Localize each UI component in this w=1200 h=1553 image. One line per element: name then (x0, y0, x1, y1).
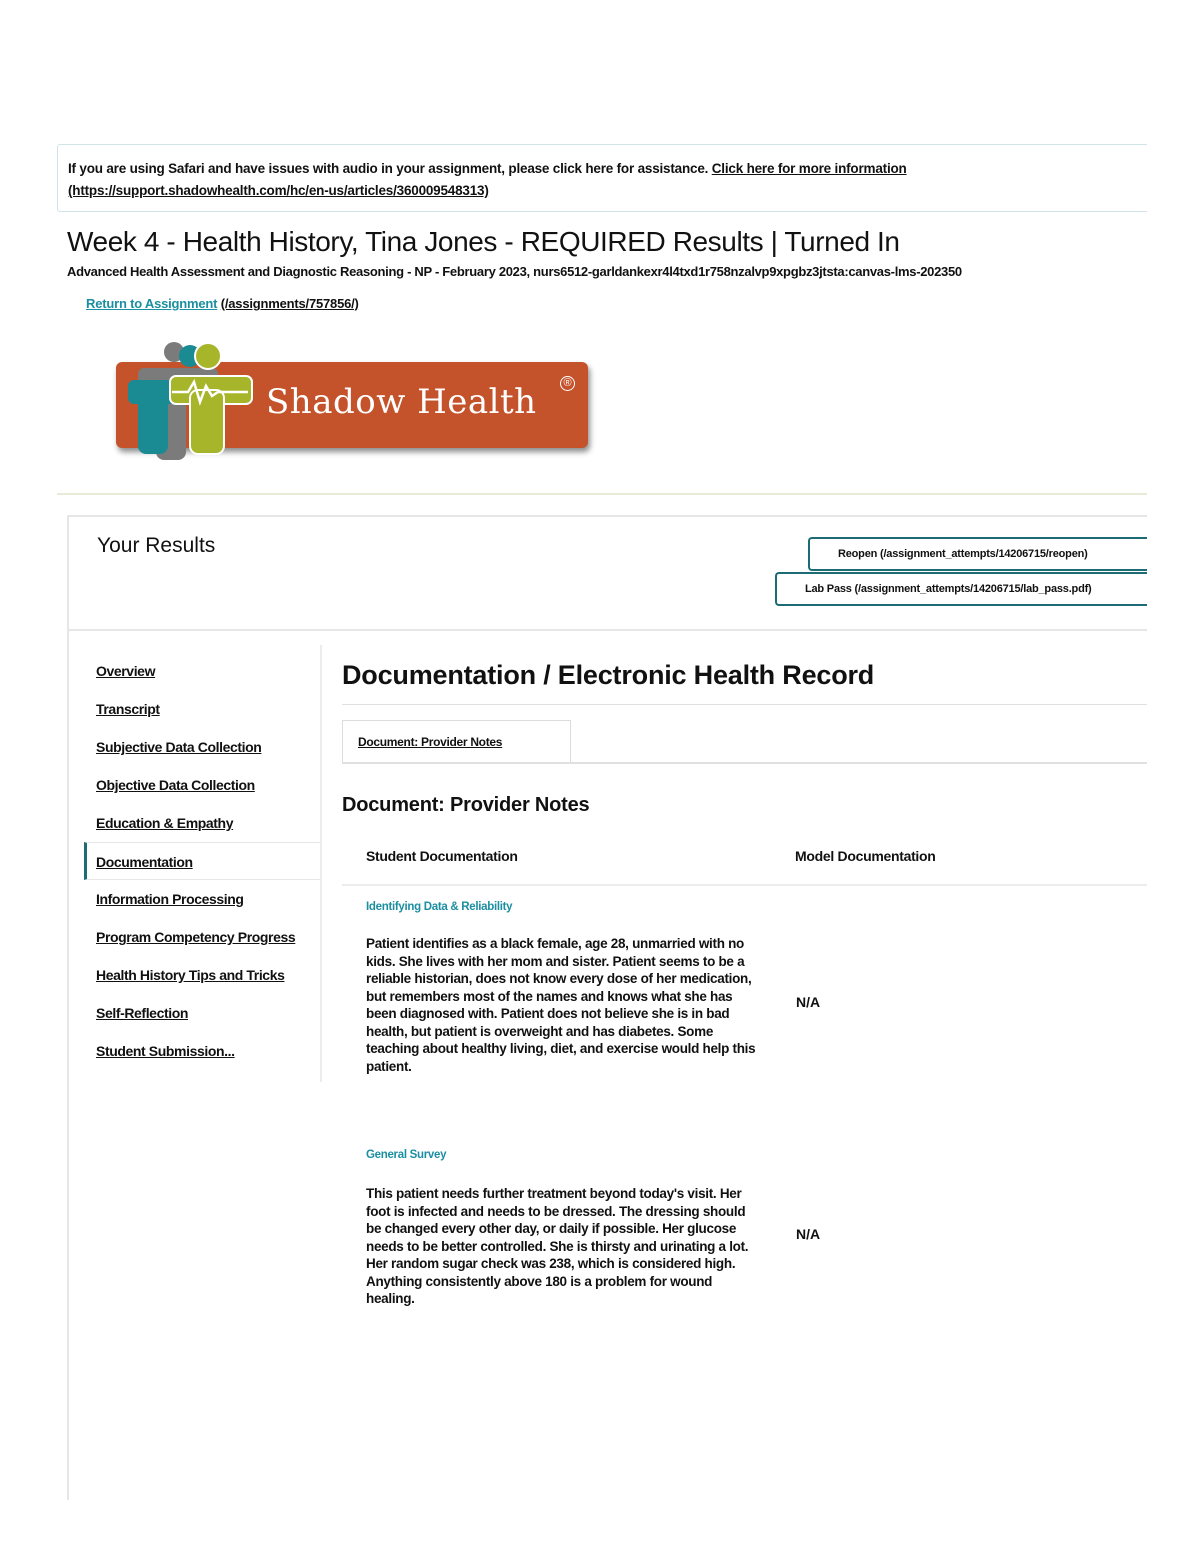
your-results-title: Your Results (97, 534, 216, 557)
reopen-button[interactable]: Reopen (/assignment_attempts/14206715/reopen) (808, 537, 1147, 571)
provider-notes-heading: Document: Provider Notes (342, 794, 590, 816)
nav-item-objective-data-collection[interactable]: Objective Data Collection (96, 777, 255, 793)
return-to-assignment-link[interactable]: Return to Assignment (/assignments/757856/) (86, 296, 359, 311)
logo-text: Shadow Health (266, 382, 537, 422)
nav-item-documentation[interactable]: Documentation (84, 842, 322, 880)
model-documentation-header: Model Documentation (795, 848, 936, 864)
sidenav-divider (320, 645, 322, 1082)
nav-item-information-processing[interactable]: Information Processing (96, 891, 244, 907)
entry-text-general-survey: This patient needs further treatment beyond today's visit. Her foot is infected and needs to be dressed. The dressing should be changed every other day, or daily if possible. Her glucose needs to be better controlled. She is thirsty and urinating a lot. Her random sugar check was 238, which is considered high. Anything consistently above 180 is a problem for wound healing. (366, 1186, 749, 1306)
results-header-divider (69, 629, 1147, 631)
logo-figure-icon (108, 340, 258, 468)
more-info-link[interactable]: Click here for more information (https://support.shadowhealth.com/hc/en-us/articles/360009548313) (68, 161, 907, 198)
results-sidenav (84, 652, 322, 1070)
tab-provider-notes[interactable]: Document: Provider Notes (342, 720, 571, 763)
nav-item-subjective-data-collection[interactable]: Subjective Data Collection (96, 739, 262, 755)
entry-model-identifying-data: N/A (796, 994, 821, 1010)
page-title: Week 4 - Health History, Tina Jones - REQUIRED Results | Turned In (67, 226, 900, 257)
lab-pass-button[interactable]: Lab Pass (/assignment_attempts/14206715/lab_pass.pdf) (775, 572, 1147, 606)
course-subtitle: Advanced Health Assessment and Diagnostic Reasoning - NP - February 2023, nurs6512-garldankexr4l4txd1r758nzalvp9xpgbz3jtsta:canvas-lms-202350 (67, 264, 962, 279)
entry-model-general-survey: N/A (796, 1226, 821, 1242)
logo-registered-mark: ® (560, 376, 575, 391)
nav-item-health-history-tips[interactable]: Health History Tips and Tricks (96, 967, 285, 983)
nav-item-education-empathy[interactable]: Education & Empathy (96, 815, 234, 831)
nav-item-self-reflection[interactable]: Self-Reflection (96, 1005, 189, 1021)
tab-bar-divider (342, 762, 1147, 764)
doc-title-divider (342, 704, 1147, 705)
nav-item-student-submission[interactable]: Student Submission... (96, 1043, 235, 1059)
nav-item-overview[interactable]: Overview (96, 663, 156, 679)
shadow-health-logo (108, 340, 588, 468)
section-divider (57, 493, 1147, 495)
notice-text: If you are using Safari and have issues with audio in your assignment, please click here for assistance. (68, 161, 709, 176)
nav-item-transcript[interactable]: Transcript (96, 701, 160, 717)
entry-text-identifying-data: Patient identifies as a black female, age 28, unmarried with no kids. She lives with her mom and sister. Patient seems to be a reliable historian, does not know every dose of her medication, but remembers most of the names and knows what she has been diagnosed with. Patient does not believe she is in bad health, but patient is overweight and has diabetes. Some teaching about healthy living, diet, and exercise would help this patient. (366, 936, 756, 1074)
nav-item-program-competency-progress[interactable]: Program Competency Progress (96, 929, 296, 945)
entry-label-identifying-data: Identifying Data & Reliability (366, 901, 513, 913)
student-documentation-header: Student Documentation (366, 848, 518, 864)
documentation-title: Documentation / Electronic Health Record (342, 660, 875, 690)
entry-label-general-survey: General Survey (366, 1149, 447, 1161)
table-header-divider (342, 884, 1147, 886)
safari-notice-banner (57, 144, 1147, 212)
